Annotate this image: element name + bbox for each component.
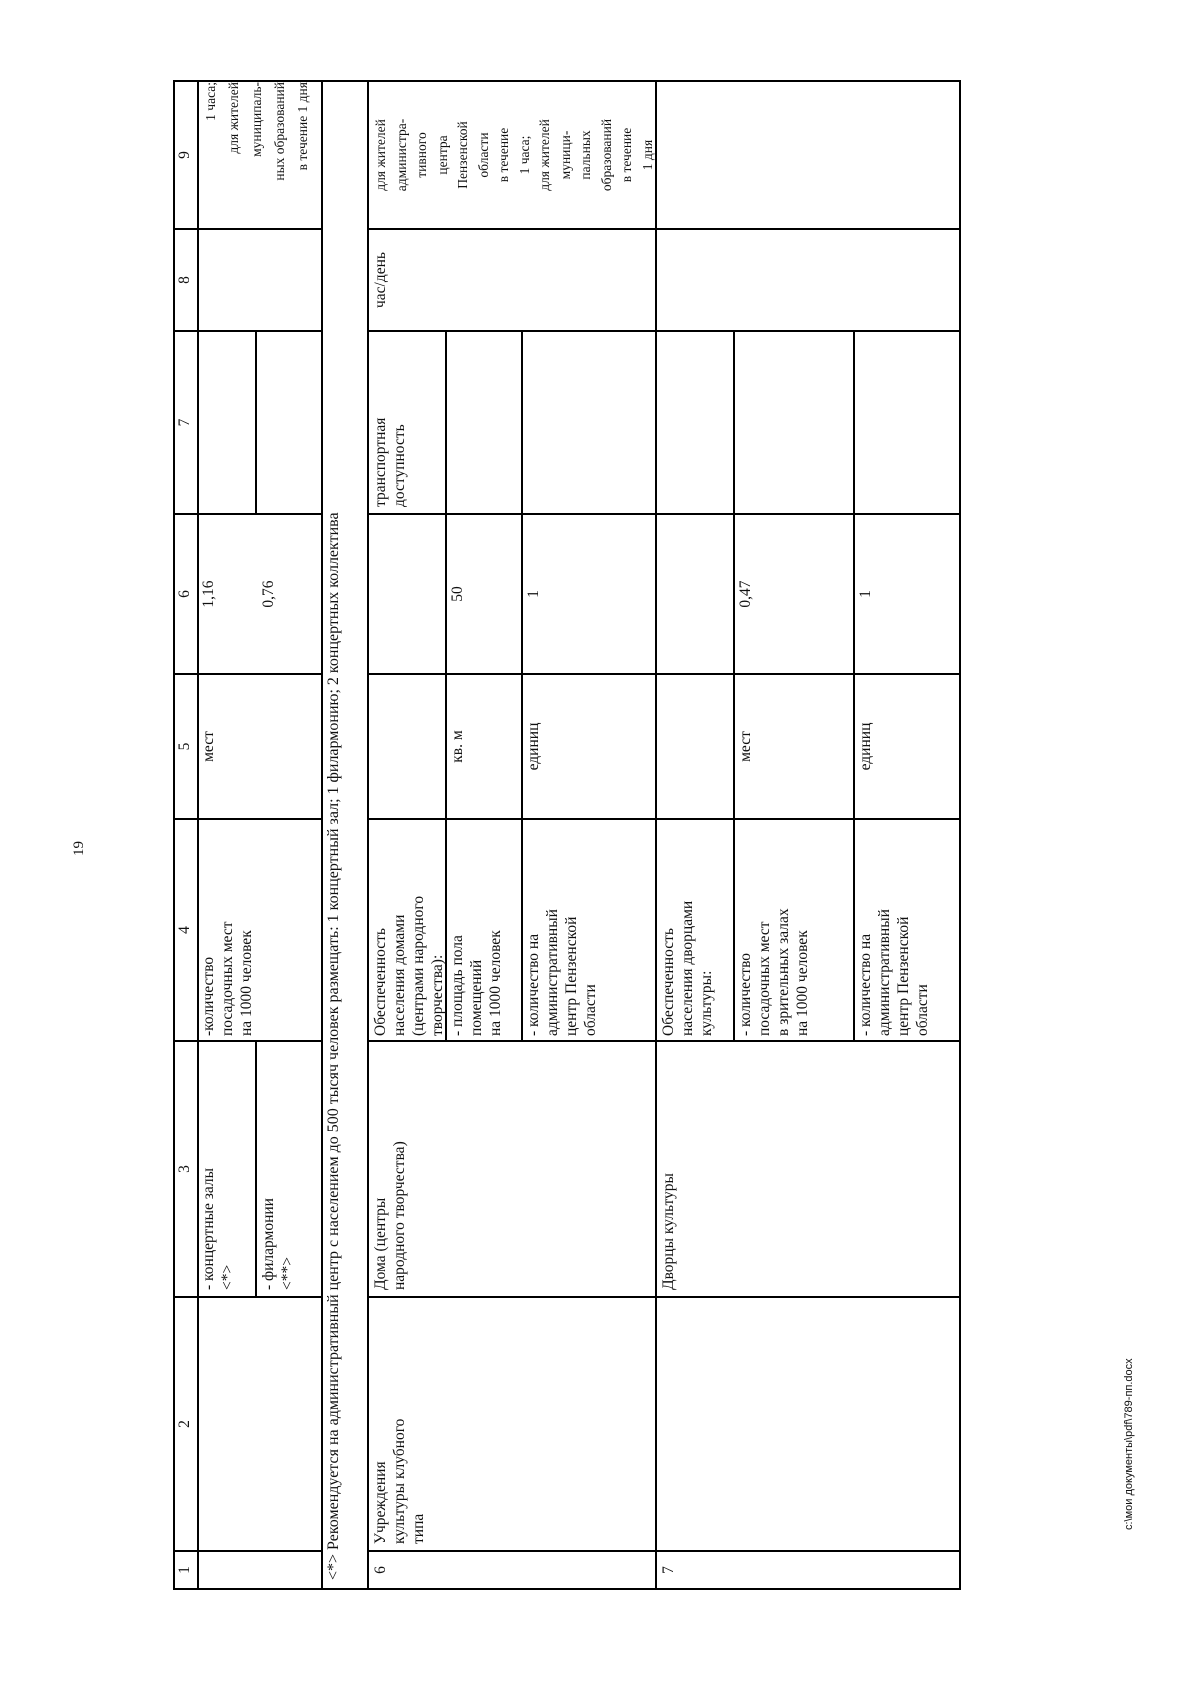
- cell-value-0-47: 0,47: [737, 580, 754, 608]
- cell-unit-sqm: кв. м: [449, 730, 466, 763]
- cell-value-1-7: 1: [857, 590, 874, 598]
- row-num-6: 6: [372, 1566, 389, 1574]
- cell-count-admin-7: - количество на административный центр Пензенской области: [857, 909, 931, 1036]
- rotated-table: [173, 80, 961, 1590]
- cell-provision-folk: Обеспеченность населения домами (центрами народного творчества):: [372, 895, 446, 1036]
- header-4: 4: [176, 926, 193, 934]
- page-number: 19: [71, 841, 87, 856]
- cell-unit-seats: мест: [200, 731, 217, 762]
- cell-count-admin: - количество на административный центр Пензенской области: [525, 909, 599, 1036]
- header-5: 5: [176, 742, 193, 751]
- row-num-7: 7: [660, 1566, 677, 1574]
- header-9: 9: [176, 151, 193, 159]
- cell-seats-halls: - количество посадочных мест в зрительных залах на 1000 человек: [737, 908, 811, 1036]
- cell-culture-palaces: Дворцы культуры: [660, 1173, 677, 1290]
- cell-access-time: 1 часа; для жителей муниципаль- ных образований в течение 1 дня: [203, 82, 310, 181]
- header-1: 1: [176, 1566, 193, 1574]
- header-3: 3: [176, 1165, 193, 1173]
- cell-unit-count: единиц: [525, 722, 542, 771]
- cell-access-residents: для жителей администра- тивного центра Пензенской области в течение 1 часа; для жителей муници- пальных образований в течение 1 дня: [373, 118, 655, 192]
- cell-concert-halls: - концертные залы <*>: [200, 1167, 236, 1290]
- cell-value-50: 50: [449, 586, 466, 602]
- cell-transport: транспортная доступность: [372, 417, 408, 507]
- cell-seats-per-1000: -количество посадочных мест на 1000 человек: [200, 921, 255, 1036]
- header-2: 2: [176, 1420, 193, 1428]
- header-7: 7: [176, 418, 193, 427]
- cell-unit-hour-day: час/день: [372, 252, 389, 308]
- file-path-footer: c:\мои документы\pdf\789-пп.docx: [1123, 1358, 1135, 1530]
- cell-club-type: Учреждения культуры клубного типа: [372, 1418, 427, 1544]
- header-6: 6: [176, 590, 193, 598]
- cell-value-0-76: 0,76: [260, 580, 277, 608]
- cell-philharmonics: - филармонии <**>: [260, 1198, 296, 1290]
- cell-value-1-16: 1,16: [200, 580, 217, 608]
- cell-floor-area: - площадь пола помещений на 1000 человек: [449, 930, 504, 1036]
- cell-provision-palaces: Обеспеченность населения дворцами культуры:: [660, 900, 715, 1036]
- cell-folk-houses: Дома (центры народного творчества): [372, 1141, 408, 1290]
- cell-unit-seats-7: мест: [737, 731, 754, 762]
- cell-value-1: 1: [525, 590, 542, 598]
- cell-unit-count-7: единиц: [857, 722, 874, 771]
- header-8: 8: [176, 276, 193, 284]
- footnote-concert: <*> Рекомендуется на административный центр с населением до 500 тысяч человек размещать: 1 концертный зал; 1 филармонию; 2 концертных коллектива: [325, 512, 342, 1580]
